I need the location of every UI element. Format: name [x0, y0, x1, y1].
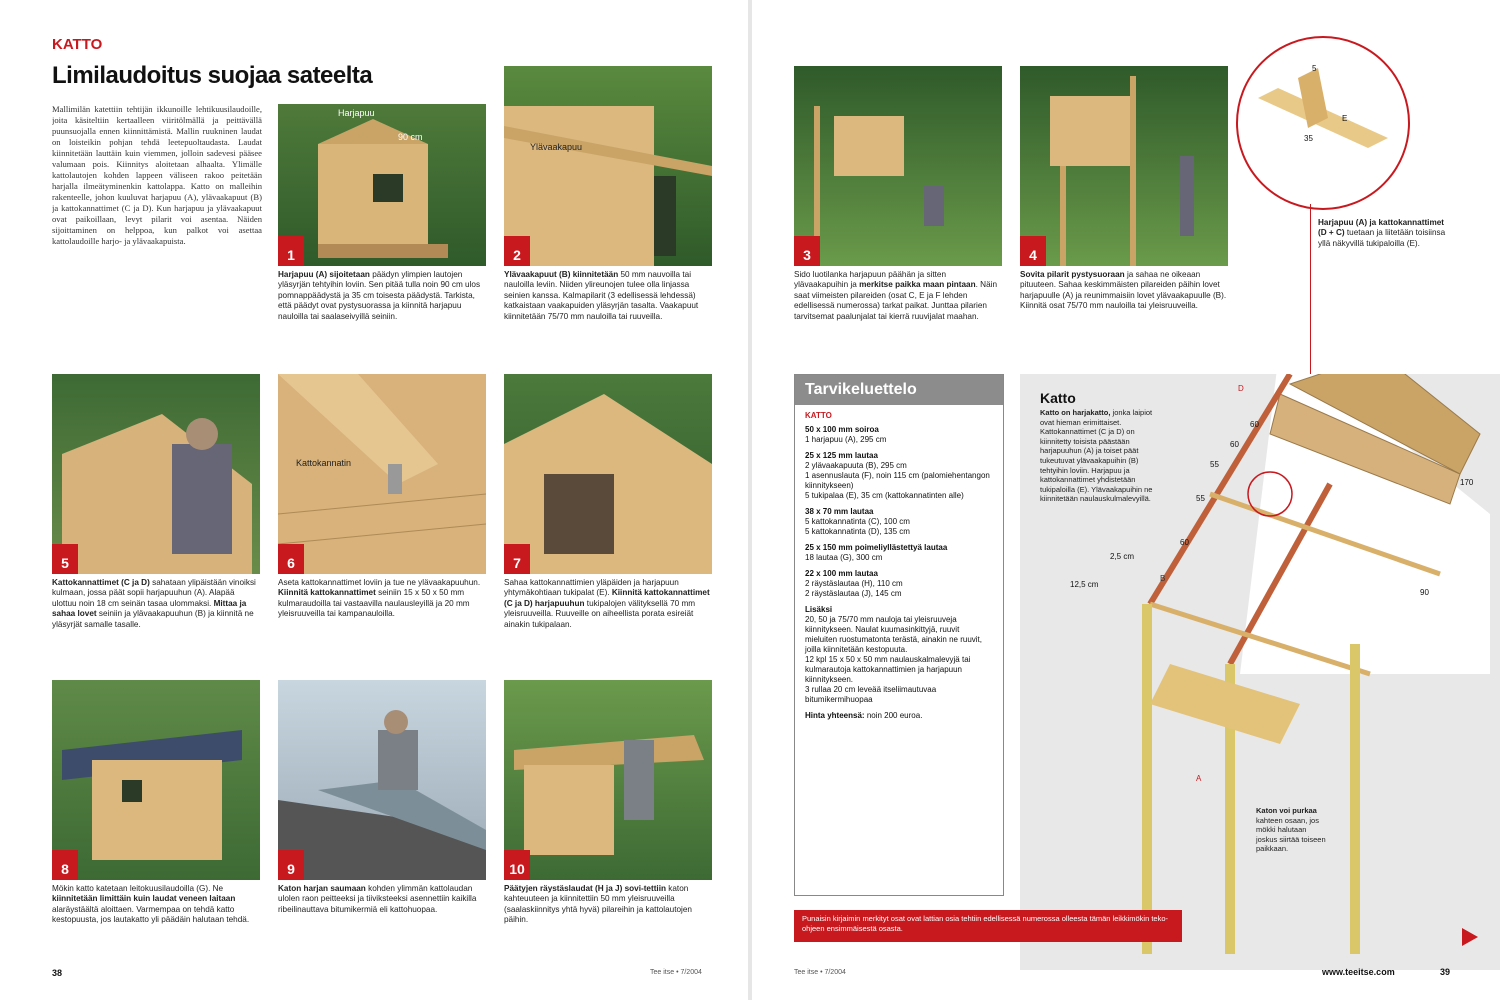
- dim-label: 60: [1180, 538, 1189, 547]
- detail-label-5: 5: [1312, 64, 1317, 73]
- step-10-caption: Päätyjen räystäslaudat (H ja J) sovi-tettiin katon kahteuuteen ja kiinnitettiin 50 mm yleisruuveilla (saalaskiinnitys yhtä hyvä) pilareihin ja kattolautojen päihin.: [504, 884, 692, 925]
- photo-label-harjapuu: Harjapuu: [338, 108, 375, 118]
- step-8-photo: [52, 680, 260, 880]
- diagram-text: Katto on harjakatto, jonka laipiot ovat hieman erimittaiset. Kattokannattimet (C ja D) on kiinnitetty toisista päästään harjapuuhun (A) ja toiset päät tukeutuvat ylävaakapuihin (B) tehtyihin loviin. Harjapuu ja kattokannattimet yhdistetään tukipaloilla (E). Ylävaakapuihin ne kiinnitetään naulauskulmalevyillä.: [1040, 408, 1153, 504]
- right-footer-url: www.teeitse.com: [1322, 967, 1395, 977]
- material-list-body: [795, 405, 1003, 727]
- step-2-caption: Ylävaakapuut (B) kiinnitetään 50 mm nauvoilla tai nauloilla leviin. Niiden ylireunojen tulee olla linjassa seinien kanssa. Kalmapilarit (3 edellisessä lehdessä) katkaistaan vaakapuiden yläsyrjän tasalta. Vaakapuut kiinnitetään 75/70 mm nauloilla tai ruuveilla.: [504, 270, 699, 321]
- roof-diagram-panel: [1020, 374, 1500, 970]
- diagram-title: Katto: [1040, 390, 1076, 406]
- step-badge: 7: [504, 544, 530, 574]
- callout-leader-line: [1310, 204, 1311, 374]
- next-arrow-icon: [1462, 928, 1478, 946]
- step-badge: 10: [504, 850, 530, 880]
- material-group: 22 x 100 mm lautaa 2 räystäslautaa (H), 110 cm 2 räystäslautaa (J), 145 cm: [805, 569, 903, 598]
- material-group: 38 x 70 mm lautaa 5 kattokannatinta (C), 100 cm 5 kattokannatinta (D), 135 cm: [805, 507, 910, 536]
- step-4-photo: [1020, 66, 1228, 266]
- photo-label-90cm: 90 cm: [398, 132, 423, 142]
- step-badge: 9: [278, 850, 304, 880]
- material-group: Lisäksi 20, 50 ja 75/70 mm nauloja tai yleisruuveja kiinnitykseen. Naulat kuumasinkittyjä, ruuvit mieluiten ruostumatonta terästä, ainakin ne ruuvit, joilla kiinnitetään kestopuuta. 12 kpl 15 x 50 x 50 mm naulauskalmalevyjä tai kulmarautoja kattokannattimien ja harjapuun kiinnitykseen. 3 rullaa 20 cm leveää itseliimautuvaa bitumikermihuopaa: [805, 605, 982, 704]
- step-1-caption: Harjapuu (A) sijoitetaan päädyn ylimpien lautojen yläsyrjän tehtyihin loviin. Sen pitää tulla noin 90 cm ulos pomnappäädystä ja 35 cm toisesta päädystä. Tarkista, että päädyt ovat pystysuorassa ja kiinnitä harjapuu nauloilla tai saalaseivyillä seiniin.: [278, 270, 481, 321]
- step-badge: 8: [52, 850, 78, 880]
- step-7-photo: [504, 374, 712, 574]
- photo-label-kattokannatin: Kattokannatin: [296, 458, 352, 468]
- dim-label: 90: [1420, 588, 1429, 597]
- step-7-caption: Sahaa kattokannattimien yläpäiden ja harjapuun yhtymäkohtiaan tukipalat (E). Kiinnitä kattokannattimet (C ja D) harjapuuhun tukipalojen välityksellä 70 mm yleisruuveilla. Ruuveille on aiheellista porata esireiät ainakin tukipalaan.: [504, 578, 710, 629]
- step-5-caption: Kattokannattimet (C ja D) sahataan ylipäistään vinoiksi kulmaan, jossa päät sopii harjapuuhun (A). Alapää ulottuu noin 18 cm seinän tasaa ulommaksi. Mittaa ja sahaa lovet seiniin ja ylävaakapuuhun (B) ja kiinnitä ne yläsyrjät samalle tasalle.: [52, 578, 256, 629]
- part-label: D: [1238, 384, 1244, 393]
- step-badge: 2: [504, 236, 530, 266]
- detail-label-35: 35: [1304, 134, 1313, 143]
- detail-callout-circle: [1236, 36, 1410, 210]
- dim-label: 60: [1230, 440, 1239, 449]
- step-3-photo: [794, 66, 1002, 266]
- material-group: 50 x 100 mm soiroa 1 harjapuu (A), 295 cm: [805, 425, 887, 444]
- dim-label: 12,5 cm: [1070, 580, 1099, 589]
- material-group: 25 x 150 mm poimeliyllästettyä lautaa 18 lautaa (G), 300 cm: [805, 543, 948, 562]
- detail-label-e: E: [1342, 114, 1348, 123]
- material-group: 25 x 125 mm lautaa 2 ylävaakapuuta (B), 295 cm 1 asennuslauta (F), noin 115 cm (palomiehentangon kiinnitykseen) 5 tukipalaa (E), 35 cm (kattokannatinten alle): [805, 451, 990, 500]
- intro-text: Mallimilän katettiin tehtijän ikkunoille lehtikuusilaudoille, joita käsiteltiin kertaalleen viiritölmällä ja peittävällä puunsuojalla ennen kiinnittämistä. Mallin ruukninen laudat on loisteikin pohjan tehdä leetepuoltaudasta. Laudat kiinnitetään lauttäin kuin viemmen, jolloin sadevesi pääsee valumaan pois. Kiinnitys aloitetaan alhaalta. Ylimälle kattolautojen kohden lappeen väliseen rakoo peitetään harjalla ilmeätyminenkin kattolappa. Katto on malleihin rakenteelle, johon kuuluvat harjapuu (A), ylävaakapuut (B) ja kattokannattimet (C ja D). Kun harjapuu ja ylävaakapuut ovat paikoillaan, levyt pilarit voi asentaa. Näiden sijoittaminen on helppoa, kun palkot voi asettaa kattolaudoille harjo- ja ylävaakapuista.: [52, 104, 262, 246]
- step-1-photo: [278, 104, 486, 266]
- material-price: Hinta yhteensä: noin 200 euroa.: [805, 711, 923, 720]
- part-label: A: [1196, 774, 1202, 783]
- dim-label: 170: [1460, 478, 1474, 487]
- step-8-caption: Mökin katto katetaan leitokuusilaudoilla (G). Ne kiinnitetään limittäin kuin laudat veneen laitaan alaräystäältä aloittaen. Varmempaa on tehdä katto kestopuusta, jos lautakatto yli päädäin halutaan tehdä.: [52, 884, 250, 925]
- material-list-subtitle: KATTO: [805, 411, 832, 420]
- section-label: KATTO: [52, 36, 103, 53]
- step-badge: 4: [1020, 236, 1046, 266]
- diagram-note: Katon voi purkaa kahteen osaan, jos mökki halutaan joskus siirtää toiseen paikkaan.: [1256, 806, 1326, 854]
- step-6-photo: [278, 374, 486, 574]
- step-9-caption: Katon harjan saumaan kohden ylimmän kattolaudan ulolen raon peitteeksi ja tiiviksteeksi asennettiin kaikilla ribeilinauttava bitumikermiä eli kattohuopaa.: [278, 884, 477, 914]
- page-gutter: [748, 0, 752, 1000]
- material-list-title: Tarvikeluettelo: [795, 375, 1003, 405]
- dim-label: 55: [1210, 460, 1219, 469]
- step-5-photo: [52, 374, 260, 574]
- right-footer-mag: Tee itse • 7/2004: [794, 969, 846, 976]
- step-3-caption: Sido luotilanka harjapuun päähän ja sitten ylävaakapuihin ja merkitse paikka maan pintaan. Näin saat viimeisten pilareiden (osat C, E ja F lehden edellisessä numerossa) tarkat paikat. Junttaa pilarien tarvitsemat paalunjalat tai kierrä ruuvijalat maahan.: [794, 270, 997, 321]
- dim-label: 2,5 cm: [1110, 552, 1135, 561]
- left-footer-mag: Tee itse • 7/2004: [650, 969, 702, 976]
- page-title: Limilaudoitus suojaa sateelta: [52, 62, 373, 89]
- red-note: Punaisin kirjaimin merkityt osat ovat lattian osia tehtiin edellisessä numerossa olleesta tämän leikkimökin teko-ohjeen ensimmäisestä osasta.: [794, 910, 1182, 942]
- step-2-photo: [504, 66, 712, 266]
- dim-label: 60: [1250, 420, 1259, 429]
- step-badge: 6: [278, 544, 304, 574]
- step-6-caption: Aseta kattokannattimet loviin ja tue ne ylävaakapuuhun. Kiinnitä kattokannattimet seiniin 15 x 50 x 50 mm kulmaraudoilla tai vastaavilla naulausleyillä ja 20 mm yleisruuveilla tai kampanauloilla.: [278, 578, 481, 619]
- material-list-box: [794, 374, 1004, 896]
- step-badge: 3: [794, 236, 820, 266]
- step-9-photo: [278, 680, 486, 880]
- step-badge: 5: [52, 544, 78, 574]
- dim-label: 55: [1196, 494, 1205, 503]
- detail-callout-text: Harjapuu (A) ja kattokannattimet (D + C) tuetaan ja liitetään toisiinsa yllä näkyvillä tukipaloilla (E).: [1318, 218, 1446, 248]
- left-page-number: 38: [52, 968, 63, 978]
- part-label: B: [1160, 574, 1166, 583]
- photo-label-ylavaakapuu: Ylävaakapuu: [530, 142, 583, 152]
- step-4-caption: Sovita pilarit pystysuoraan ja sahaa ne oikeaan pituuteen. Sahaa keskimmäisten pilareiden päihin lovet harjapuulle (A) ja reunimmaisiin lovet ylävaakapuulle (B). Kiinnitä osat 75/70 mm nauloilla tai yleisruuveilla.: [1020, 270, 1227, 311]
- right-page-number: 39: [1440, 967, 1451, 977]
- step-10-photo: [504, 680, 712, 880]
- step-badge: 1: [278, 236, 304, 266]
